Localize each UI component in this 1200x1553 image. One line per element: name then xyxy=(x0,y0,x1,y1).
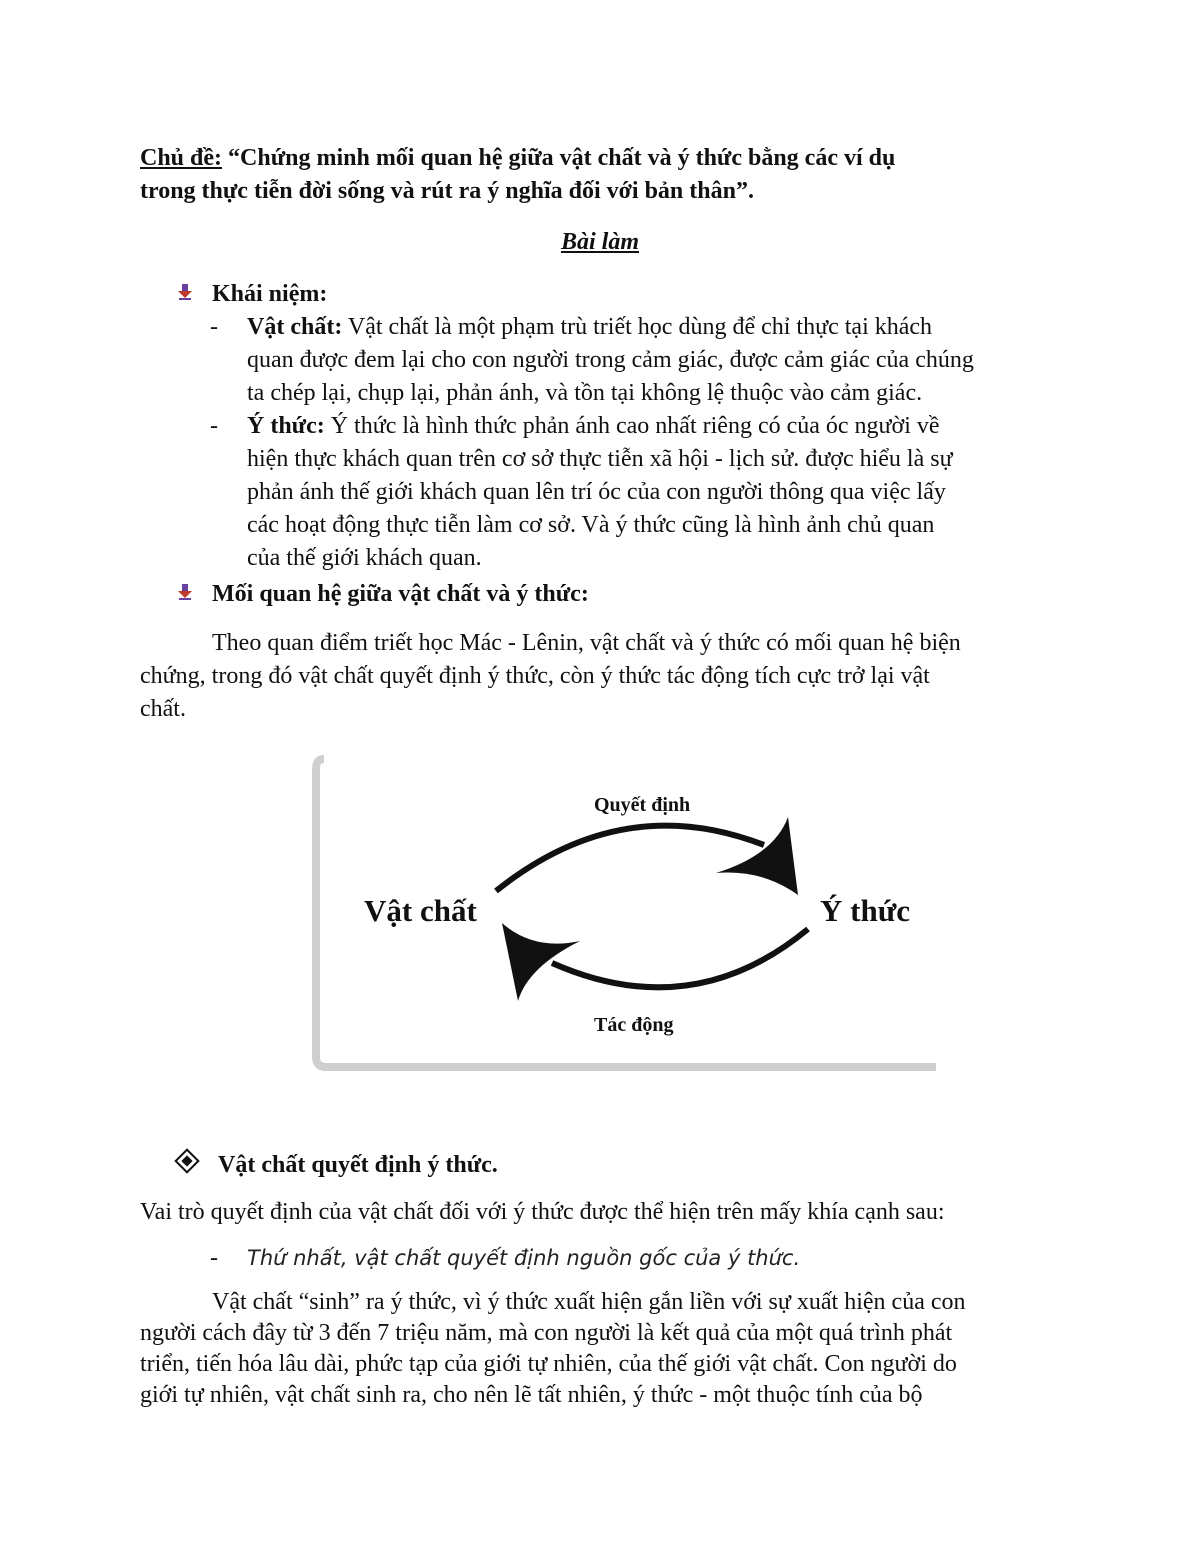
text-line: Vật chất “sinh” ra ý thức, vì ý thức xuất hiện gắn liền với sự xuất hiện của con xyxy=(212,1289,966,1315)
diagram-svg xyxy=(312,755,936,1071)
diagram-left-label: Vật chất xyxy=(364,893,477,928)
list-item-y-thuc xyxy=(210,410,1060,575)
text-line: chất. xyxy=(140,696,186,722)
section-3-paragraph xyxy=(140,1287,1080,1411)
sub-item-text: Thứ nhất, vật chất quyết định nguồn gốc của ý thức. xyxy=(247,1246,801,1270)
term-y-thuc: Ý thức: xyxy=(247,413,325,439)
dash-bullet: - xyxy=(210,314,218,340)
arrow-bullet-icon xyxy=(178,578,200,608)
text-line: triển, tiến hóa lâu dài, phức tạp của giới tự nhiên, của thế giới vật chất. Con người do xyxy=(140,1351,957,1377)
section-1-title: Khái niệm: xyxy=(212,281,328,307)
title-label: Chủ đề: xyxy=(140,145,223,171)
diagram-right-label: Ý thức xyxy=(820,893,911,928)
term-vat-chat: Vật chất: xyxy=(247,314,343,340)
title-line-1: “Chứng minh mối quan hệ giữa vật chất và ý thức bằng các ví dụ xyxy=(222,145,896,171)
section-2-header xyxy=(178,578,589,611)
text-line: các hoạt động thực tiễn làm cơ sở. Và ý thức cũng là hình ảnh chủ quan xyxy=(247,512,935,538)
text-line: Vật chất là một phạm trù triết học dùng để chỉ thực tại khách xyxy=(342,314,933,340)
section-3-header xyxy=(178,1149,498,1182)
text-line: phản ánh thế giới khách quan lên trí óc của con người thông qua việc lấy xyxy=(247,479,946,505)
title-line-2: trong thực tiễn đời sống và rút ra ý nghĩa đối với bản thân”. xyxy=(140,178,754,204)
page-heading: Bài làm xyxy=(560,229,639,255)
text-line: giới tự nhiên, vật chất sinh ra, cho nên lẽ tất nhiên, ý thức - một thuộc tính của bộ xyxy=(140,1382,923,1408)
text-line: quan được đem lại cho con người trong cảm giác, được cảm giác của chúng xyxy=(247,347,974,373)
section-1-header xyxy=(178,278,327,311)
relationship-diagram xyxy=(312,755,936,1071)
text-line: ta chép lại, chụp lại, phản ánh, và tồn tại không lệ thuộc vào cảm giác. xyxy=(247,380,923,406)
top-arc xyxy=(496,826,764,891)
text-line: hiện thực khách quan trên cơ sở thực tiễn xã hội - lịch sử. được hiểu là sự xyxy=(247,446,953,472)
bottom-arc xyxy=(552,929,808,987)
section-2-title: Mối quan hệ giữa vật chất và ý thức: xyxy=(212,581,589,607)
section-3-intro: Vai trò quyết định của vật chất đối với ý thức được thể hiện trên mấy khía cạnh sau: xyxy=(140,1199,945,1225)
diagram-bottom-label: Tác động xyxy=(594,1014,674,1036)
list-item-vat-chat xyxy=(210,311,1060,410)
section-3-title: Vật chất quyết định ý thức. xyxy=(218,1152,498,1178)
section-2-paragraph xyxy=(140,627,1060,726)
diamond-bullet-icon xyxy=(174,1148,199,1173)
dash-bullet: - xyxy=(210,413,218,439)
diagram-top-label: Quyết định xyxy=(594,794,691,816)
arrow-bullet-icon xyxy=(178,278,200,308)
text-line: của thế giới khách quan. xyxy=(247,545,482,571)
bottom-arrowhead-icon xyxy=(502,923,580,1001)
dash-bullet: - xyxy=(210,1245,218,1271)
text-line: Theo quan điểm triết học Mác - Lênin, vật chất và ý thức có mối quan hệ biện xyxy=(212,630,961,656)
top-arrowhead-icon xyxy=(716,817,798,895)
text-line: người cách đây từ 3 đến 7 triệu năm, mà con người là kết quả của một quá trình phát xyxy=(140,1320,953,1346)
document-title xyxy=(140,142,1070,208)
text-line: Ý thức là hình thức phản ánh cao nhất riêng có của óc người về xyxy=(324,413,940,439)
sub-item-thu-nhat xyxy=(210,1242,1060,1275)
text-line: chứng, trong đó vật chất quyết định ý thức, còn ý thức tác động tích cực trở lại vật xyxy=(140,663,930,689)
